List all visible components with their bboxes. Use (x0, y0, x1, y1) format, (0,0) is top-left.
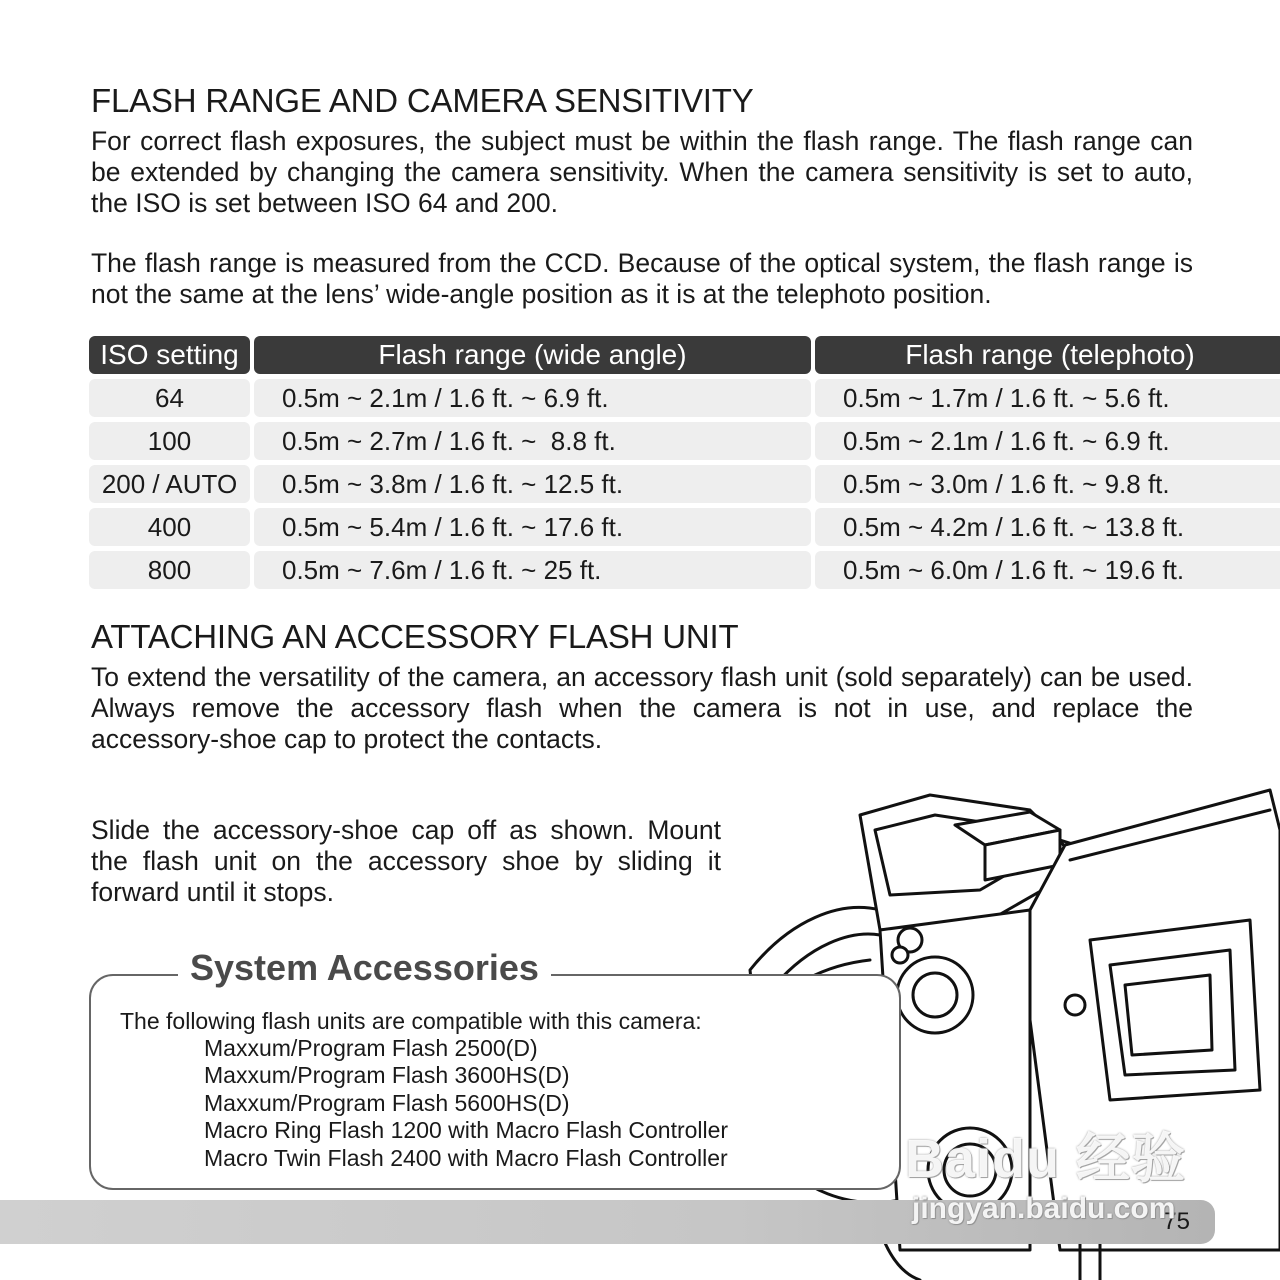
table-row (89, 465, 1195, 503)
watermark-logo: Baidu 经验 (905, 1129, 1187, 1189)
cell-tele: 0.5m ~ 1.7m / 1.6 ft. ~ 5.6 ft. (815, 379, 1280, 417)
header-iso-setting: ISO setting (89, 336, 250, 374)
section-title-accessory-flash: ATTACHING AN ACCESSORY FLASH UNIT (91, 618, 739, 655)
accessories-list (204, 1035, 728, 1172)
cell-wide: 0.5m ~ 2.7m / 1.6 ft. ~ 8.8 ft. (254, 422, 811, 460)
list-item: Maxxum/Program Flash 3600HS(D) (204, 1062, 570, 1089)
table-row (89, 551, 1195, 589)
list-item: Macro Twin Flash 2400 with Macro Flash Controller (204, 1144, 728, 1171)
header-telephoto: Flash range (telephoto) (815, 336, 1280, 374)
cell-wide: 0.5m ~ 5.4m / 1.6 ft. ~ 17.6 ft. (254, 508, 811, 546)
list-item: Macro Ring Flash 1200 with Macro Flash Controller (204, 1117, 729, 1144)
cell-wide: 0.5m ~ 7.6m / 1.6 ft. ~ 25 ft. (254, 551, 811, 589)
table-row (89, 422, 1195, 460)
flash-range-paragraph-1: For correct flash exposures, the subject must be within the flash range. The flash range can be extended by changing the camera sensitivity. When the camera sensitivity is set to auto, the ISO is set between ISO 64 and 200. (91, 126, 1193, 218)
cell-iso: 400 (89, 508, 250, 546)
accessory-flash-paragraph-2: Slide the accessory-shoe cap off as shown. Mount the flash unit on the accessory shoe by sliding it forward until it stops. (91, 815, 721, 907)
table-row (89, 508, 1195, 546)
list-item: Maxxum/Program Flash 5600HS(D) (204, 1089, 570, 1116)
cell-iso: 100 (89, 422, 250, 460)
table-row (89, 379, 1195, 417)
system-accessories-title: System Accessories (178, 947, 551, 989)
cell-iso: 800 (89, 551, 250, 589)
accessory-flash-paragraph-1: To extend the versatility of the camera, an accessory flash unit (sold separately) can be used. Always remove the accessory flash when the camera is not in use, and replace the accessory-shoe cap to protect the contacts. (91, 662, 1193, 754)
header-wide-angle: Flash range (wide angle) (254, 336, 811, 374)
table-header (89, 336, 1195, 374)
cell-tele: 0.5m ~ 6.0m / 1.6 ft. ~ 19.6 ft. (815, 551, 1280, 589)
flash-range-paragraph-2: The flash range is measured from the CCD. Because of the optical system, the flash range is not the same at the lens’ wide-angle position as it is at the telephoto position. (91, 248, 1193, 309)
accessories-intro: The following flash units are compatible with this camera: (120, 1008, 702, 1034)
page-number: 75 (1163, 1208, 1190, 1235)
cell-iso: 64 (89, 379, 250, 417)
cell-tele: 0.5m ~ 2.1m / 1.6 ft. ~ 6.9 ft. (815, 422, 1280, 460)
watermark-url: jingyan.baidu.com (912, 1192, 1176, 1225)
section-title-flash-range: FLASH RANGE AND CAMERA SENSITIVITY (91, 82, 754, 119)
cell-iso: 200 / AUTO (89, 465, 250, 503)
list-item: Maxxum/Program Flash 2500(D) (204, 1035, 538, 1061)
cell-tele: 0.5m ~ 3.0m / 1.6 ft. ~ 9.8 ft. (815, 465, 1280, 503)
cell-wide: 0.5m ~ 2.1m / 1.6 ft. ~ 6.9 ft. (254, 379, 811, 417)
cell-tele: 0.5m ~ 4.2m / 1.6 ft. ~ 13.8 ft. (815, 508, 1280, 546)
cell-wide: 0.5m ~ 3.8m / 1.6 ft. ~ 12.5 ft. (254, 465, 811, 503)
